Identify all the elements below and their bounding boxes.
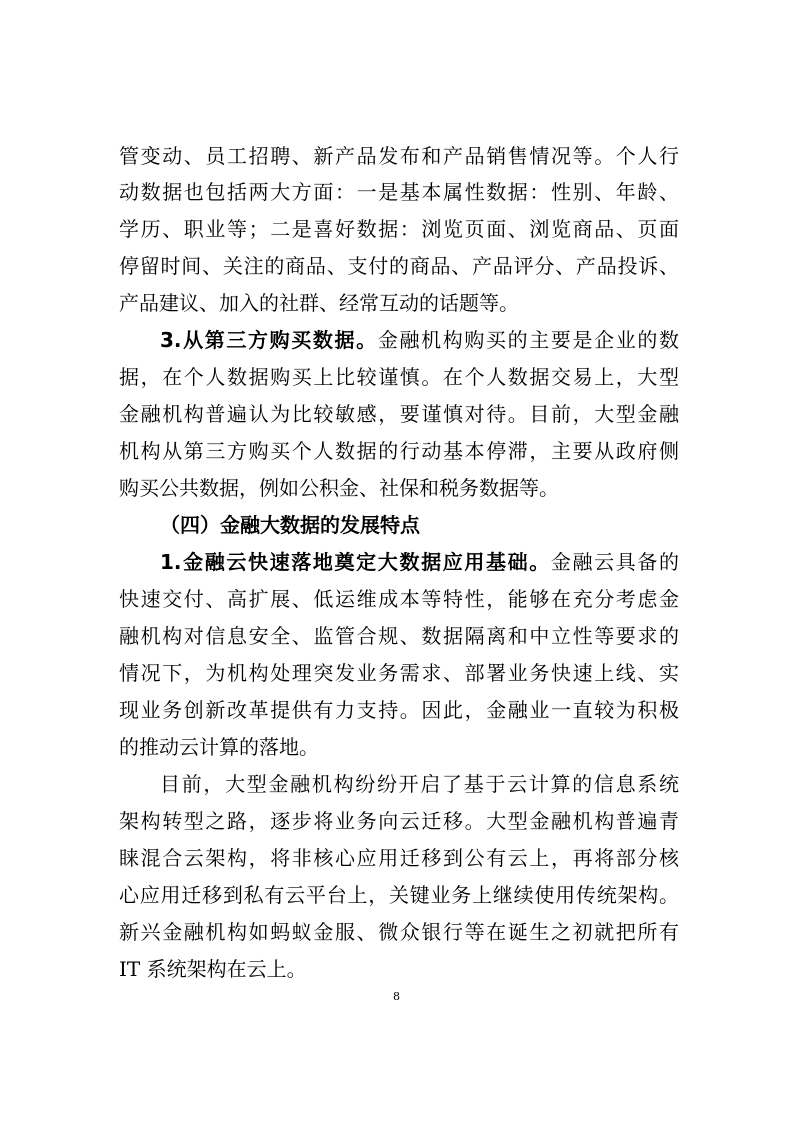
text-line: 目前，大型金融机构纷纷开启了基于云计算的信息系统 xyxy=(160,772,679,796)
section-heading: （四）金融大数据的发展特点 xyxy=(160,513,420,537)
text-line: 融机构对信息安全、监管合规、数据隔离和中立性等要求的 xyxy=(119,624,679,648)
text-line: 心应用迁移到私有云平台上，关键业务上继续使用传统架构。 xyxy=(119,883,679,907)
text-line: 快速交付、高扩展、低运维成本等特性，能够在充分考虑金 xyxy=(119,587,679,611)
paragraph-heading: 3.从第三方购买数据。 xyxy=(160,328,378,352)
paragraph-heading: 1.金融云快速落地奠定大数据应用基础。 xyxy=(160,550,551,574)
text-line: 架构转型之路，逐步将业务向云迁移。大型金融机构普遍青 xyxy=(119,809,679,833)
text-line: 情况下，为机构处理突发业务需求、部署业务快速上线、实 xyxy=(119,661,679,685)
text-line: 金融机构普遍认为比较敏感，要谨慎对待。目前，大型金融 xyxy=(119,402,679,426)
text-line: 睐混合云架构，将非核心应用迁移到公有云上，再将部分核 xyxy=(119,846,679,870)
text-span: 金融云具备的 xyxy=(550,550,680,574)
text-line: 产品建议、加入的社群、经常互动的话题等。 xyxy=(119,291,519,315)
text-line: 的推动云计算的落地。 xyxy=(119,735,319,759)
text-line: 停留时间、关注的商品、支付的商品、产品评分、产品投诉、 xyxy=(119,254,679,278)
text-line: 据，在个人数据购买上比较谨慎。在个人数据交易上，大型 xyxy=(119,365,679,389)
text-line: 新兴金融机构如蚂蚁金服、微众银行等在诞生之初就把所有 xyxy=(119,920,679,944)
text-line: 学历、职业等；二是喜好数据：浏览页面、浏览商品、页面 xyxy=(119,217,679,241)
text-line xyxy=(160,325,679,355)
text-line: 现业务创新改革提供有力支持。因此，金融业一直较为积极 xyxy=(119,698,679,722)
page-number: 8 xyxy=(393,990,400,1003)
text-line: 动数据也包括两大方面：一是基本属性数据：性别、年龄、 xyxy=(119,180,679,204)
text-line: 机构从第三方购买个人数据的行动基本停滞，主要从政府侧 xyxy=(119,439,679,463)
text-line: 购买公共数据，例如公积金、社保和税务数据等。 xyxy=(119,476,559,500)
text-line xyxy=(160,547,679,577)
text-line: 管变动、员工招聘、新产品发布和产品销售情况等。个人行 xyxy=(119,144,679,168)
text-span: 金融机构购买的主要是企业的数 xyxy=(377,328,679,352)
text-line: IT 系统架构在云上。 xyxy=(119,957,307,981)
